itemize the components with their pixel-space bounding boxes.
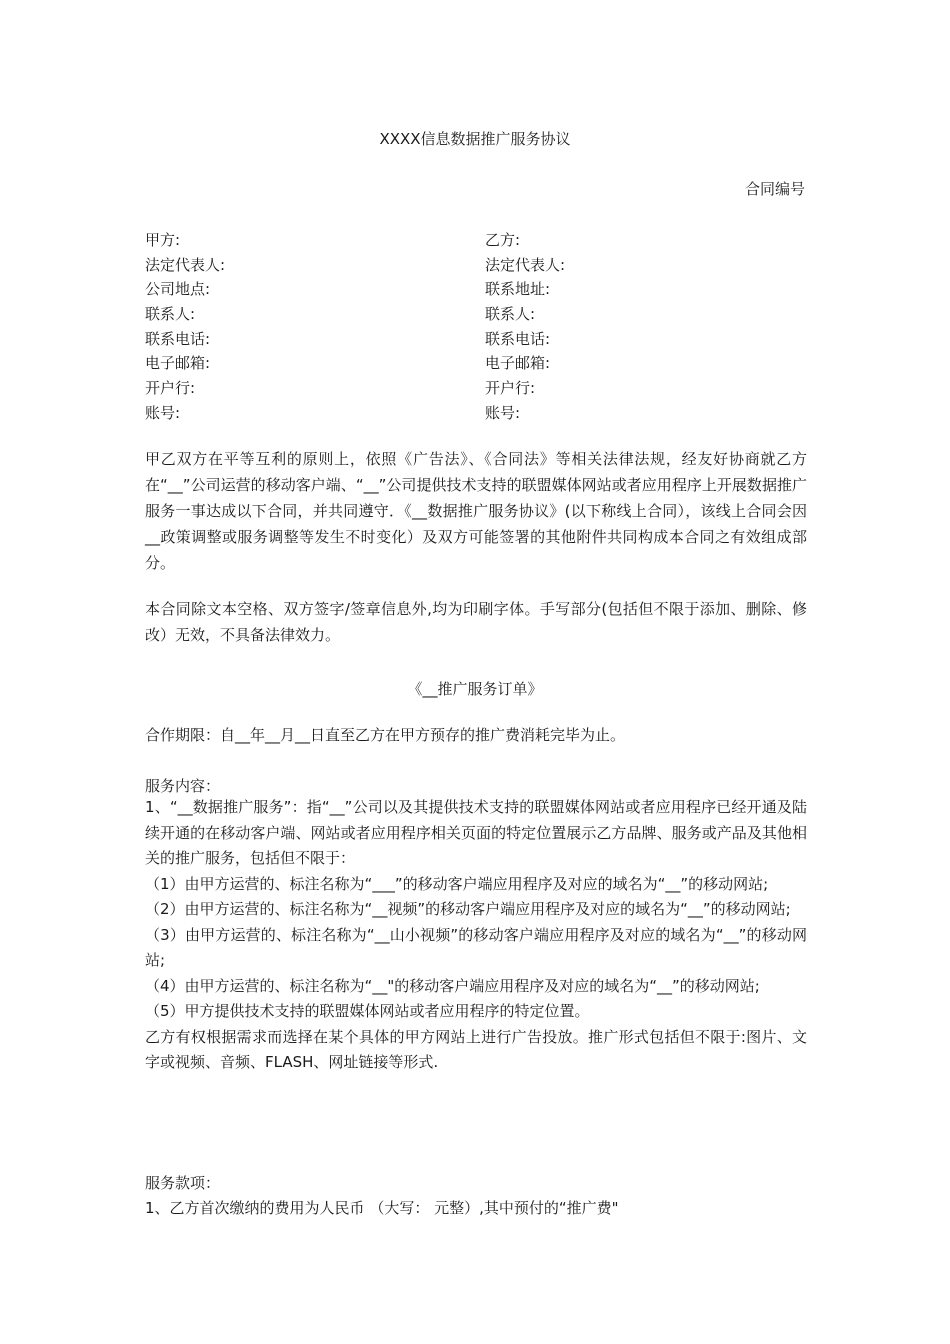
promotion-forms: 乙方有权根据需求而选择在某个具体的甲方网站上进行广告投放。推广形式包括但不限于:图片、文字或视频、音频、FLASH、网址链接等形式. (145, 1027, 807, 1071)
service-sub-1: （1）由甲方运营的、标注名称为“___”的移动客户端应用程序及对应的域名为“__”的移动网站; (145, 874, 769, 893)
service-sub-5: （5）甲方提供技术支持的联盟媒体网站或者应用程序的特定位置。 (145, 1002, 590, 1020)
party-b-contact: 联系人: (485, 305, 536, 324)
party-a-email: 电子邮箱: (145, 354, 211, 373)
party-row (145, 302, 805, 327)
intro-text: 甲乙双方在平等互利的原则上，依照《广告法》、《合同法》等相关法律法规，经友好协商就乙方在“__”公司运营的移动客户端、“__”公司提供技术支持的联盟媒体网站或者应用程序上开展数据推广服务一事达成以下合同，并共同遵守．《__数据推广服务协议》(以下称线上合同），该线上合同会因__政策调整或服务调整等发生不时变化）及双方可能签署的其他附件共同构成本合同之有效组成部分。 (145, 450, 807, 572)
party-info-grid (145, 228, 805, 426)
party-row (145, 277, 805, 302)
service-sub-4: （4）由甲方运营的、标注名称为“__"的移动客户端应用程序及对应的域名为“__”的移动网站; (145, 976, 760, 995)
handwritten-clause-text: 本合同除文本空格、双方签字/签章信息外,均为印刷字体。手写部分(包括但不限于添加、删除、修改）无效，不具备法律效力。 (145, 600, 807, 644)
service-content-heading: 服务内容： (145, 777, 221, 795)
contract-number-label: 合同编号 (744, 180, 805, 198)
party-row (145, 228, 805, 253)
party-a-bank: 开户行: (145, 379, 196, 398)
party-b-representative: 法定代表人: (485, 255, 566, 274)
party-b-bank: 开户行: (485, 379, 536, 398)
order-heading: 《__推广服务订单》 (407, 680, 543, 698)
service-fee-item-1: 1、乙方首次缴纳的费用为人民币 （大写： 元整）,其中预付的“推广费" (145, 1199, 619, 1217)
service-fee-heading: 服务款项： (145, 1174, 221, 1192)
party-a-phone: 联系电话: (145, 329, 211, 348)
party-a-location: 公司地点: (145, 280, 211, 299)
party-b-phone: 联系电话: (485, 329, 551, 348)
party-b-account: 账号: (485, 403, 521, 422)
party-b-address: 联系地址: (485, 280, 551, 299)
cooperation-period: 合作期限：自__年__月__日直至乙方在甲方预存的推广费消耗完毕为止。 (145, 726, 626, 744)
handwritten-clause (145, 596, 807, 648)
party-a-name: 甲方: (145, 231, 181, 249)
party-row (145, 351, 805, 376)
intro-paragraph (145, 446, 807, 576)
party-row (145, 401, 805, 426)
party-row (145, 253, 805, 278)
service-sub-3: （3）由甲方运营的、标注名称为“__山小视频”的移动客户端应用程序及对应的域名为“__”的移动网站; (145, 925, 807, 969)
service-content-list (145, 795, 807, 1076)
service-item-1: 1、“__数据推广服务”：指“__”公司以及其提供技术支持的联盟媒体网站或者应用程序已经开通及陆续开通的在移动客户端、网站或者应用程序相关页面的特定位置展示乙方品牌、服务或产品及其他相关的推广服务，包括但不限于： (145, 798, 807, 867)
party-a-account: 账号: (145, 403, 181, 422)
party-a-contact: 联系人: (145, 305, 196, 324)
party-b-email: 电子邮箱: (485, 354, 551, 373)
party-row (145, 376, 805, 401)
party-a-representative: 法定代表人: (145, 255, 226, 274)
party-row (145, 327, 805, 352)
party-b-name: 乙方: (485, 231, 521, 249)
service-sub-2: （2）由甲方运营的、标注名称为“__视频”的移动客户端应用程序及对应的域名为“__”的移动网站; (145, 900, 791, 918)
document-title: XXXX信息数据推广服务协议 (379, 130, 571, 148)
